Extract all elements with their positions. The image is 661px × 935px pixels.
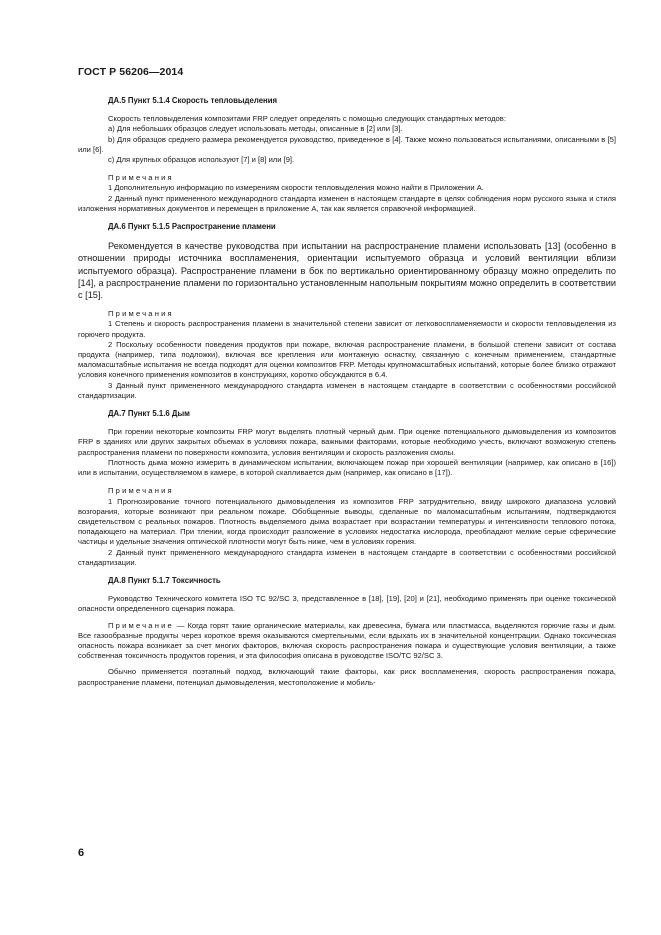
page-number: 6 — [78, 847, 85, 859]
list-item: а) Для небольших образцов следует использовать методы, описанные в [2] или [3]. — [108, 124, 403, 134]
list-item: c) Для крупных образцов используют [7] и [8] или [9]. — [108, 155, 295, 165]
note: 1 Дополнительную информацию по измерениям скорости тепловыделения можно найти в Приложении А. — [108, 183, 484, 193]
paragraph: Плотность дыма можно измерить в динамическом испытании, включающем пожар при хорошей вентиляции (например, как описано в [16]) или в испытании, осуществляемом в камере, в которой скапливается дым (например, как описано в [17]). — [78, 457, 616, 478]
document-header: ГОСТ Р 56206—2014 — [78, 66, 184, 78]
section-heading-da6: ДА.6 Пункт 5.1.5 Распространение пламени — [108, 222, 276, 232]
notes-label: Примечания — [108, 486, 174, 496]
note: 3 Данный пункт примененного международного стандарта изменен в настоящем стандарте в соответствии с особенностями российской стандартизации. — [78, 380, 616, 400]
note: 1 Прогнозирование точного потенциального дымовыделения из композитов FRP затруднительно, ввиду широкого диапазона условий возгорания, которые возникают при реальном пожаре. Обобщенные выводы, сделанные по маломасштабным испытаниям, подтверждаются свидетельством с реальных пожаров. Плотность выделяемого дыма возрастает при возрастании температуры и интенсивности теплового потока, попадающего на материал. При тлении, когда происходит разложение в условиях недостатка кислорода, преобладают мелкие серые сферические частицы и удельные значения оптической плотности могут быть ниже, чем в условиях горения. — [78, 496, 616, 547]
paragraph: Руководство Технического комитета ISO TC 92/SC 3, представленное в [18], [19], [20] и [21], необходимо применять при оценке токсической опасности определенного сценария пожара. — [78, 594, 616, 614]
paragraph: Скорость тепловыделения композитами FRP следует определять с помощью следующих стандартных методов: — [108, 114, 506, 124]
paragraph: При горении некоторые композиты FRP могут выделять плотный черный дым. При оценке потенциального дымовыделения из композитов FRP в зданиях или других закрытых объемах в условиях пожара, важными факторами, которые необходимо учесть, включают возможную степень распространения пламени по поверхности композита, условия вентиляции и скорость разложения смолы. — [78, 427, 616, 457]
note: 2 Данный пункт примененного международного стандарта изменен в настоящем стандарте в целях соблюдения норм русского языка и стиля изложения нормативных документов и перемещен в приложение А, так как является справочной информацией. — [78, 193, 616, 213]
notes-label: Примечания — [108, 309, 174, 319]
list-item: b) Для образцов среднего размера рекомендуется руководство, приведенное в [4]. Также можно пользоваться испытаниями, описанными в [5] или [6]. — [78, 134, 616, 154]
note: 2 Поскольку особенности поведения продуктов при пожаре, включая распространение пламени, в большой степени зависит от состава продукта (например, типа подложки), включая все крепления или монтажную оснастку, связанную с конечным применением, стандартные маломасштабные испытания не всегда подходят для оценки композитов FRP. Методы крупномасштабных испытаний, которые более близко отражают условия конечного применения композитов в конструкциях, коротко обсуждаются в 6.4. — [78, 339, 616, 380]
note: 1 Степень и скорость распространения пламени в значительной степени зависит от легковоспламеняемости и скорости тепловыделения из горючего продукта. — [78, 319, 616, 339]
note — [78, 621, 616, 662]
note: 2 Данный пункт примененного международного стандарта изменен в настоящем стандарте в соответствии с особенностями российской стандартизации. — [78, 547, 616, 567]
section-heading-da7: ДА.7 Пункт 5.1.6 Дым — [108, 409, 190, 419]
notes-label: Примечания — [108, 173, 174, 183]
paragraph: Обычно применяется поэтапный подход, включающий такие факторы, как риск воспламенения, скорость распространения пожара, распространение пламени, потенциал дымовыделения, местоположение и мобиль- — [78, 667, 616, 687]
note-text: — Когда горят такие органические материалы, как древесина, бумага или пластмасса, выделяются горючие газы и дым. Все газообразные продукты через короткое время оказываются смертельными, если вдыхать их в значительной концентрации. Однако токсическая опасность пожара возникает за счет многих факторов, включая скорость распространения пожара и существующие условия вентиляции, а также собственная токсичность продуктов горения, и эта философия описана в руководстве ISO/TC 92/SC 3. — [78, 620, 616, 661]
document-body — [78, 94, 616, 688]
note-label: Примечание — [108, 620, 174, 630]
section-heading-da5: ДА.5 Пункт 5.1.4 Скорость тепловыделения — [108, 96, 278, 105]
section-heading-da8: ДА.8 Пункт 5.1.7 Токсичность — [108, 575, 221, 585]
paragraph: Рекомендуется в качестве руководства при испытании на распространение пламени использовать [13] (особенно в отношении природы источника воспламенения, ориентации испытуемого образца и условий вентиляции вблизи испытуемого образца). Распространение пламени в бок по вертикально ориентированному образцу можно определить по [14], а распространение пламени по горизонтально установленным напольным покрытиям можно определить в соответствии с [15]. — [78, 241, 616, 301]
